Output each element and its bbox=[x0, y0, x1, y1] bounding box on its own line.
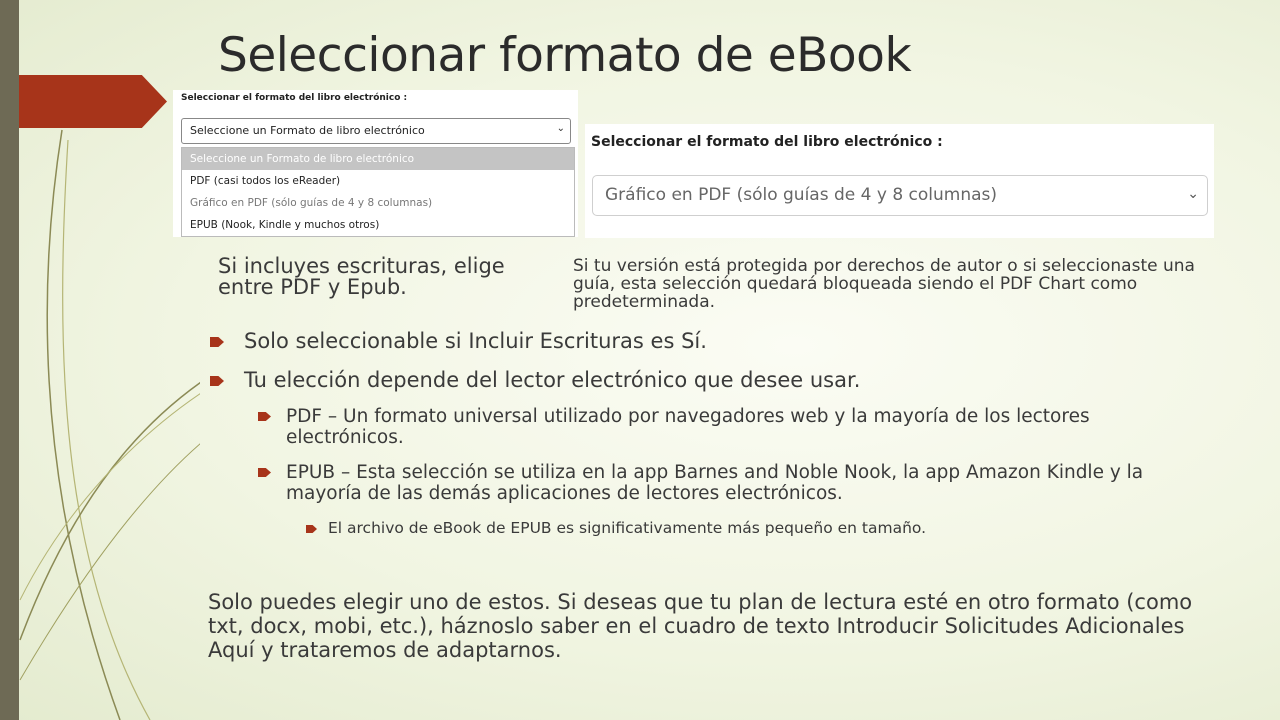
format-select[interactable] bbox=[181, 118, 571, 144]
caption-right: Si tu versión está protegida por derechos de autor o si seleccionaste una guía, esta selección quedará bloqueada siendo el PDF Chart como predeterminada. bbox=[573, 256, 1195, 312]
chevron-down-icon: ⌄ bbox=[556, 123, 565, 134]
sub-bullet-text: EPUB – Esta selección se utiliza en la app Barnes and Noble Nook, la app Amazon Kindle y la mayoría de las demás aplicaciones de lectores electrónicos. bbox=[286, 462, 1144, 504]
format-select-value: Gráfico en PDF (sólo guías de 4 y 8 columnas) bbox=[605, 185, 998, 205]
option-placeholder[interactable]: Seleccione un Formato de libro electrónico bbox=[182, 148, 574, 170]
format-label: Seleccionar el formato del libro electrónico : bbox=[591, 134, 943, 150]
slide-title: Seleccionar formato de eBook bbox=[218, 28, 912, 83]
arrow-bullet-icon bbox=[210, 376, 224, 386]
arrow-bullet-icon bbox=[306, 525, 317, 533]
format-label: Seleccionar el formato del libro electrónico : bbox=[181, 93, 408, 103]
arrow-bullet-icon bbox=[258, 412, 271, 421]
selected-format-screenshot bbox=[585, 124, 1214, 238]
bullet-text: Solo seleccionable si Incluir Escrituras es Sí. bbox=[244, 329, 707, 353]
sub-sub-bullet-text: El archivo de eBook de EPUB es significativamente más pequeño en tamaño. bbox=[328, 519, 927, 537]
chevron-down-icon: ⌄ bbox=[1187, 186, 1199, 202]
decorative-curves bbox=[0, 0, 200, 720]
format-select[interactable] bbox=[592, 175, 1208, 216]
option-epub[interactable]: EPUB (Nook, Kindle y muchos otros) bbox=[190, 219, 380, 231]
arrow-bullet-icon bbox=[258, 468, 271, 477]
option-pdf-chart: Gráfico en PDF (sólo guías de 4 y 8 columnas) bbox=[190, 197, 433, 209]
dropdown-open-screenshot bbox=[173, 90, 578, 237]
format-options-list bbox=[181, 147, 575, 237]
caption-left: Si incluyes escrituras, elige entre PDF y Epub. bbox=[218, 254, 505, 299]
footer-note: Solo puedes elegir uno de estos. Si deseas que tu plan de lectura esté en otro formato (como txt, docx, mobi, etc.), háznoslo saber en el cuadro de texto Introducir Solicitudes Adicionales Aquí y trataremos de adaptarnos. bbox=[208, 590, 1193, 662]
format-select-value: Seleccione un Formato de libro electrónico bbox=[190, 124, 425, 137]
option-pdf[interactable]: PDF (casi todos los eReader) bbox=[190, 175, 341, 187]
bullet-text: Tu elección depende del lector electrónico que desee usar. bbox=[244, 368, 861, 392]
arrow-bullet-icon bbox=[210, 337, 224, 347]
sub-bullet-text: PDF – Un formato universal utilizado por navegadores web y la mayoría de los lectores electrónicos. bbox=[286, 406, 1090, 448]
